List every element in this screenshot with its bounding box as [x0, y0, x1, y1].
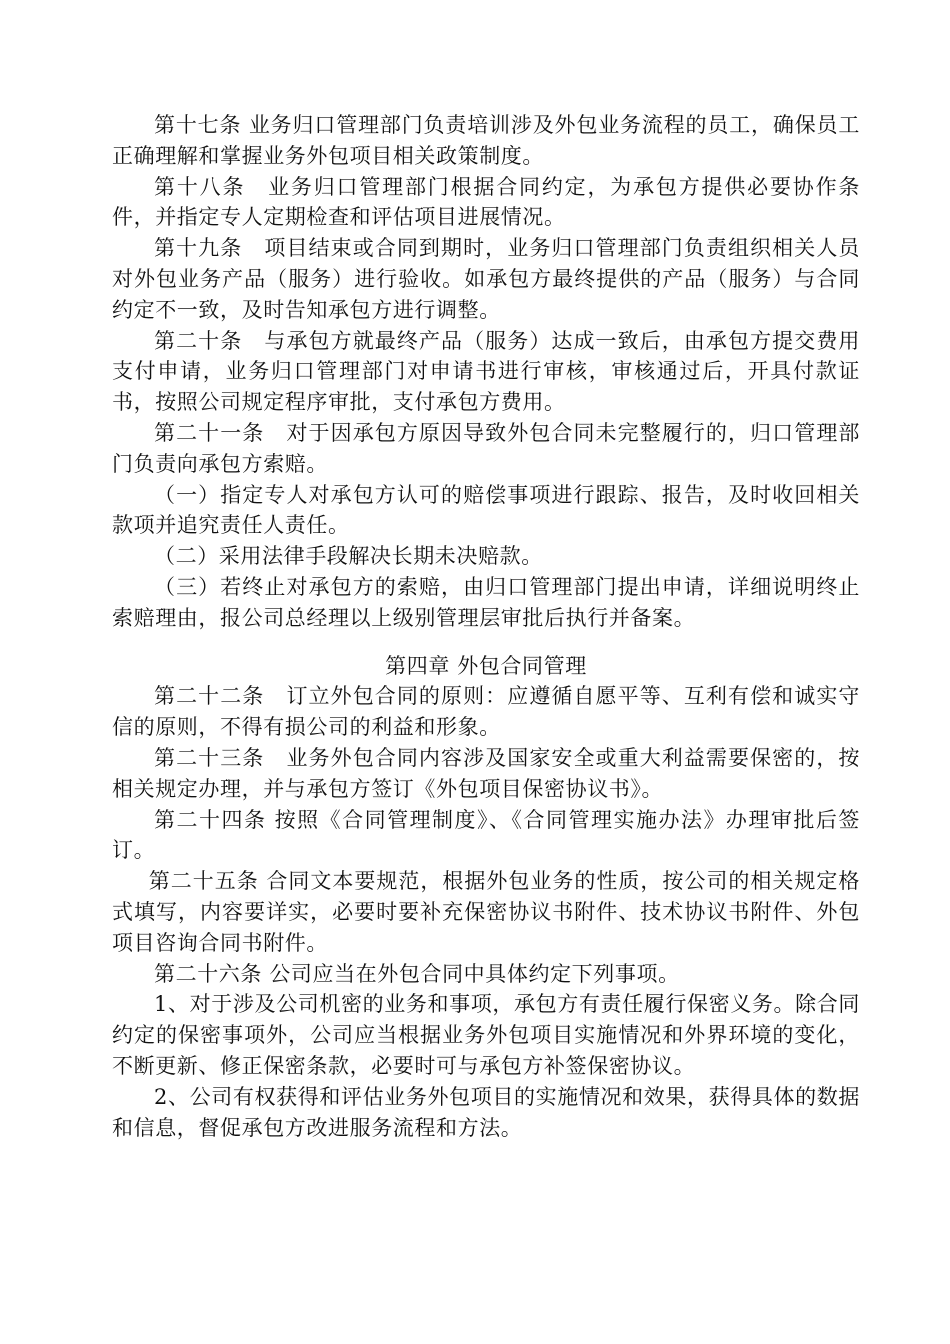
article-19: 第十九条 项目结束或合同到期时，业务归口管理部门负责组织相关人员对外包业务产品（服务）进行验收。如承包方最终提供的产品（服务）与合同约定不一致，及时告知承包方进行调整。 [112, 236, 860, 322]
document-page [112, 110, 860, 1143]
chapter-title: 第四章 外包合同管理 [385, 653, 587, 678]
article-21: 第二十一条 对于因承包方原因导致外包合同未完整履行的，归口管理部门负责向承包方索赔。 [112, 420, 860, 476]
article-21-item-1: （一）指定专人对承包方认可的赔偿事项进行跟踪、报告，及时收回相关款项并追究责任人责任。 [112, 482, 860, 538]
article-25: 第二十五条 合同文本要规范，根据外包业务的性质，按公司的相关规定格式填写，内容要详实，必要时要补充保密协议书附件、技术协议书附件、外包项目咨询合同书附件。 [112, 869, 860, 955]
article-21-item-3: （三）若终止对承包方的索赔，由归口管理部门提出申请，详细说明终止索赔理由，报公司总经理以上级别管理层审批后执行并备案。 [112, 574, 860, 630]
article-18: 第十八条 业务归口管理部门根据合同约定，为承包方提供必要协作条件，并指定专人定期检查和评估项目进展情况。 [112, 174, 860, 230]
article-17: 第十七条 业务归口管理部门负责培训涉及外包业务流程的员工，确保员工正确理解和掌握业务外包项目相关政策制度。 [112, 113, 860, 168]
article-26: 第二十六条 公司应当在外包合同中具体约定下列事项。 [154, 961, 680, 986]
article-21-item-2: （二）采用法律手段解决长期未决赔款。 [154, 544, 543, 569]
article-22: 第二十二条 订立外包合同的原则：应遵循自愿平等、互利有偿和诚实守信的原则，不得有损公司的利益和形象。 [112, 684, 860, 740]
article-26-item-1: 1、对于涉及公司机密的业务和事项，承包方有责任履行保密义务。除合同约定的保密事项外，公司应当根据业务外包项目实施情况和外界环境的变化，不断更新、修正保密条款，必要时可与承包方补签保密协议。 [112, 992, 860, 1078]
article-26-item-2: 2、公司有权获得和评估业务外包项目的实施情况和效果，获得具体的数据和信息，督促承包方改进服务流程和方法。 [112, 1084, 860, 1140]
article-24: 第二十四条 按照《合同管理制度》、《合同管理实施办法》办理审批后签订。 [112, 807, 860, 863]
article-20: 第二十条 与承包方就最终产品（服务）达成一致后，由承包方提交费用支付申请，业务归口管理部门对申请书进行审核，审核通过后，开具付款证书，按照公司规定程序审批，支付承包方费用。 [112, 328, 860, 415]
article-23: 第二十三条 业务外包合同内容涉及国家安全或重大利益需要保密的，按相关规定办理，并与承包方签订《外包项目保密协议书》。 [112, 745, 860, 801]
